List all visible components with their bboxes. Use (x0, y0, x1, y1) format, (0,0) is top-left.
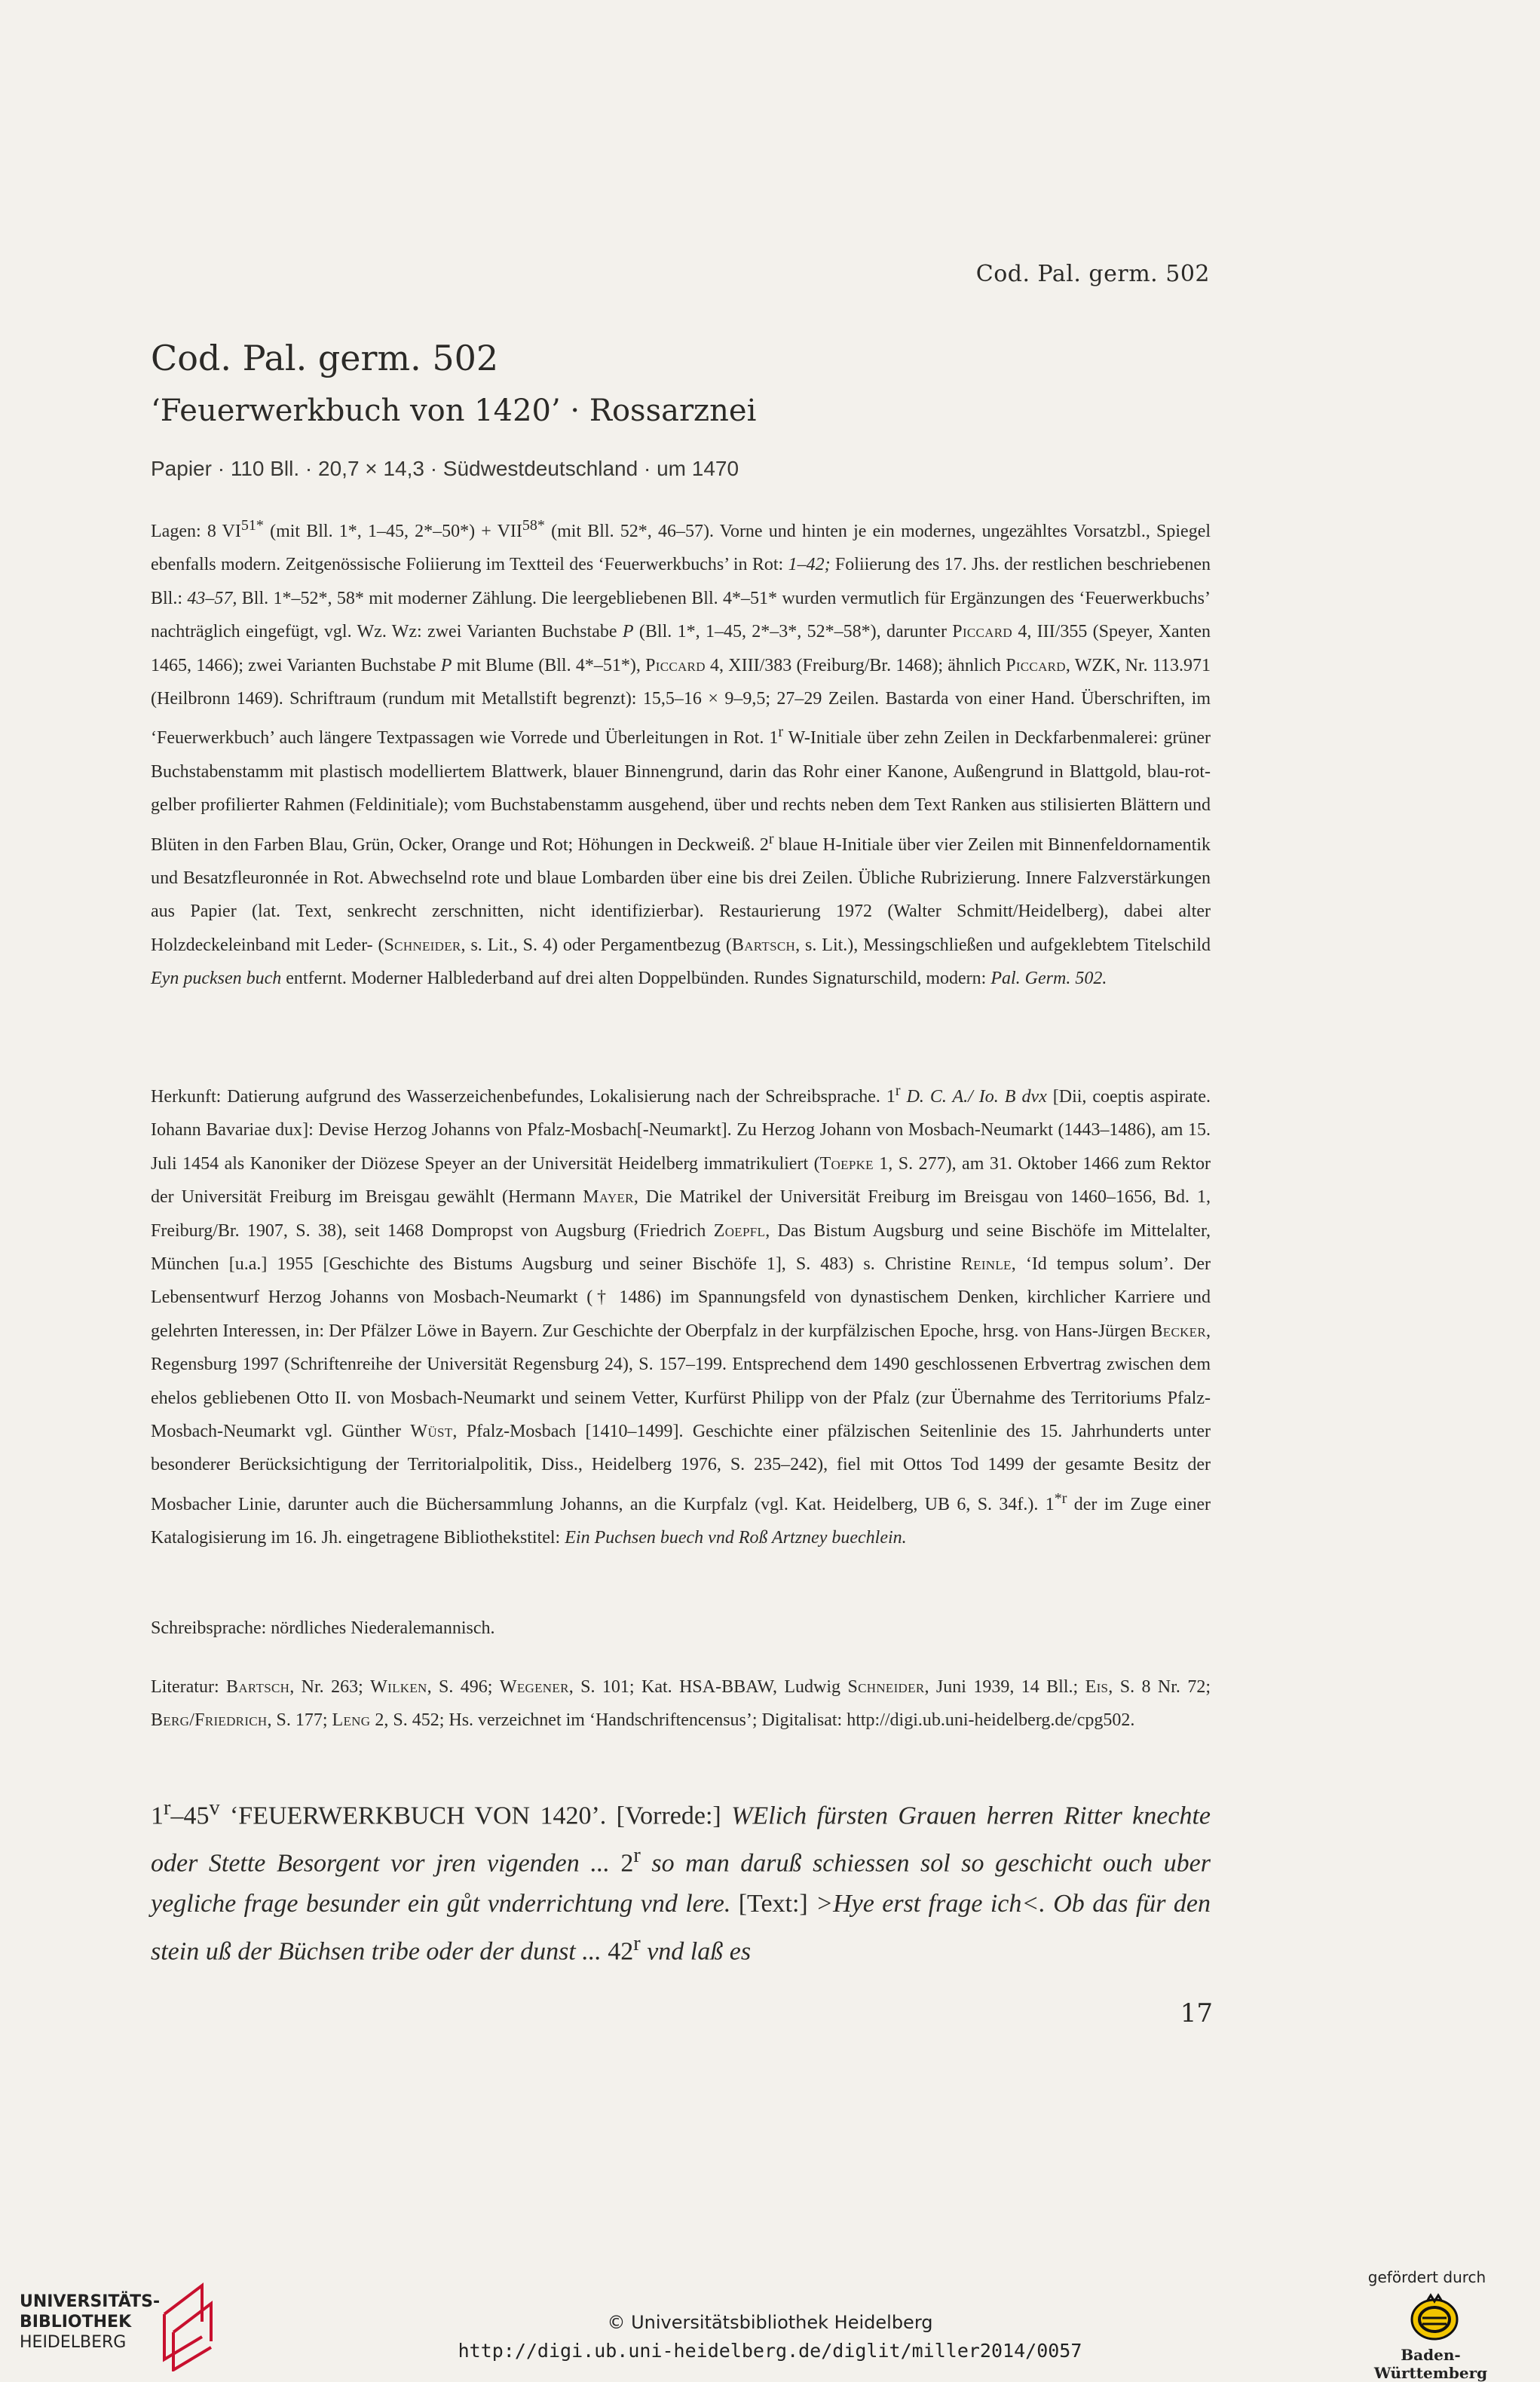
copyright-notice: © Universitätsbibliothek Heidelberg (607, 2312, 933, 2333)
literatur-paragraph: Literatur: Bartsch, Nr. 263; Wilken, S. 496; Wegener, S. 101; Kat. HSA-BBAW, Ludwig Schneider, Juni 1939, 14 Bll.; Eis, S. 8 Nr. 72; Berg/Friedrich, S. 177; Leng 2, S. 452; Hs. verzeichnet im ‘Handschriftencensus’; Digitalisat: http://digi.ub.uni-heidelberg.de/cpg502. (151, 1677, 1211, 1731)
shelfmark-title: Cod. Pal. germ. 502 (151, 338, 499, 378)
baden-wuerttemberg-label: Baden-Württemberg (1373, 2346, 1488, 2382)
running-head: Cod. Pal. germ. 502 (975, 261, 1210, 287)
content-description: 1$^r$–45$^v$ ‘FEUERWERKBUCH VON 1420’. [Vorrede:] WElich fürsten Grauen herren Ritter knechte oder Stette Besorgent vor jren vigenden ... 2$^r$ so man daruß schiessen sol so geschicht ouch uber yegliche frage besunder ein gůt vnderrichtung vnd lere. [Text:] >Hye erst frage ich<. Ob das für den stein uß der Büchsen tribe oder der dunst ... 42$^r$ vnd laß es (151, 1796, 1211, 1965)
ub-line-2: BIBLIOTHEK (20, 2313, 132, 2331)
schreibsprache-paragraph: Schreibsprache: nördliches Niederalemannisch. (151, 1618, 495, 1638)
permalink-url[interactable]: http://digi.ub.uni-heidelberg.de/diglit/miller2014/0057 (458, 2340, 1082, 2362)
manuscript-title: ‘Feuerwerkbuch von 1420’ · Rossarznei (151, 393, 757, 428)
funded-by-label: gefördert durch (1367, 2268, 1486, 2286)
ub-line-3: HEIDELBERG (20, 2333, 127, 2352)
physical-description: Papier · 110 Bll. · 20,7 × 14,3 · Südwestdeutschland · um 1470 (151, 457, 739, 480)
lagen-paragraph: Lagen: 8 $VI^{51*}$ (mit Bll. 1*, 1–45, $2*-50*) + VII^{58*}$ (mit Bll. 52*, 46–57). Vorne und hinten je ein modernes, ungezähltes Vorsatzbl., Spiegel ebenfalls modern. Zeitgenössische Foliierung im Textteil des ‘Feuerwerkbuchs’ in Rot: 1–42; Foliierung des 17. Jhs. der restlichen beschriebenen Bll.: 43–57, Bll. 1*–52*, 58* mit moderner Zählung. Die leergebliebenen Bll. 4*–51* wurden vermutlich für Ergänzungen des ‘Feuerwerkbuchs’ nachträglich eingefügt, vgl. Wz. Wz: zwei Varianten Buchstabe P (Bll. 1*, 1–45, 2*–3*, 52*–58*), darunter Piccard 4, III/355 (Speyer, Xanten 1465, 1466); zwei Varianten Buchstabe P mit Blume (Bll. 4*–51*), Piccard 4, XIII/383 (Freiburg/Br. 1468); ähnlich Piccard, WZK, Nr. 113.971 (Heilbronn 1469). Schriftraum (rundum mit Metallstift begrenzt): 15,5–16 × 9–9,5; 27–29 Zeilen. Bastarda von einer Hand. Überschriften, im ‘Feuerwerkbuch’ auch längere Textpassagen wie Vorrede und Überleitungen in Rot. 1$^r$ W-Initiale über zehn Zeilen in Deckfarbenmalerei: grüner Buchstabenstamm mit plastisch modelliertem Blattwerk, blauer Binnengrund, darin das Rohr einer Kanone, Außengrund in Blattgold, blau-rot-gelber profilierter Rahmen (Feldinitiale); vom Buchstabenstamm ausgehend, über und rechts neben dem Text Ranken aus stilisierten Blättern und Blüten in den Farben Blau, Grün, Ocker, Orange und Rot; Höhungen in Deckweiß. 2$^r$ blaue H-Initiale über vier Zeilen mit Binnenfeldornamentik und Besatzfleuronnée in Rot. Abwechselnd rote und blaue Lombarden über eine bis drei Zeilen. Übliche Rubrizierung. Innere Falzverstärkungen aus Papier (lat. Text, senkrecht zerschnitten, nicht identifizierbar). Restaurierung 1972 (Walter Schmitt/Heidelberg), dabei alter Holzdeckeleinband mit Leder- (Schneider, s. Lit., S. 4) oder Pergamentbezug (Bartsch, s. Lit.), Messingschließen und aufgeklebtem Titelschild Eyn pucksen buch entfernt. Moderner Halblederband auf drei alten Doppelbünden. Rundes Signaturschild, modern: Pal. Germ. 502. (151, 517, 1211, 989)
page-number: 17 (1180, 1998, 1213, 2028)
baden-wuerttemberg-crest-icon (1407, 2291, 1462, 2345)
herkunft-paragraph: Herkunft: Datierung aufgrund des Wasserzeichenbefundes, Lokalisierung nach der Schreibsprache. 1$^r$ D. C. A./ Io. B dvx [Dii, coeptis aspirate. Iohann Bavariae dux]: Devise Herzog Johanns von Pfalz-Mosbach[-Neumarkt]. Zu Herzog Johann von Mosbach-Neumarkt (1443–1486), am 15. Juli 1454 als Kanoniker der Diözese Speyer an der Universität Heidelberg immatrikuliert (Toepke 1, S. 277), am 31. Oktober 1466 zum Rektor der Universität Freiburg im Breisgau gewählt (Hermann Mayer, Die Matrikel der Universität Freiburg im Breisgau von 1460–1656, Bd. 1, Freiburg/Br. 1907, S. 38), seit 1468 Dompropst von Augsburg (Friedrich Zoepfl, Das Bistum Augsburg und seine Bischöfe im Mittelalter, München [u.a.] 1955 [Geschichte des Bistums Augsburg und seiner Bischöfe 1], S. 483) s. Christine Reinle, ‘Id tempus solum’. Der Lebensentwurf Herzog Johanns von Mosbach-Neumarkt († 1486) im Spannungsfeld von dynastischem Denken, kirchlicher Karriere und gelehrten Interessen, in: Der Pfälzer Löwe in Bayern. Zur Geschichte der Oberpfalz in der kurpfälzischen Epoche, hrsg. von Hans-Jürgen Becker, Regensburg 1997 (Schriftenreihe der Universität Regensburg 24), S. 157–199. Entsprechend dem 1490 geschlossenen Erbvertrag zwischen dem ehelos gebliebenen Otto II. von Mosbach-Neumarkt und seinem Vetter, Kurfürst Philipp von der Pfalz (zur Übernahme des Territoriums Pfalz-Mosbach-Neumarkt vgl. Günther Wüst, Pfalz-Mosbach [1410–1499]. Geschichte einer pfälzischen Seitenlinie des 15. Jahrhunderts unter besonderer Berücksichtigung der Territorialpolitik, Diss., Heidelberg 1976, S. 235–242), fiel mit Ottos Tod 1499 der gesamte Besitz der Mosbacher Linie, darunter auch die Büchersammlung Johanns, an die Kurpfalz (vgl. Kat. Heidelberg, UB 6, S. 34f.). 1$^{*r}$ der im Zuge einer Katalogisierung im 16. Jh. eingetragene Bibliothekstitel: Ein Puchsen buech vnd Roß Artzney buechlein. (151, 1082, 1211, 1548)
ub-line-1: UNIVERSITÄTS- (20, 2292, 161, 2311)
